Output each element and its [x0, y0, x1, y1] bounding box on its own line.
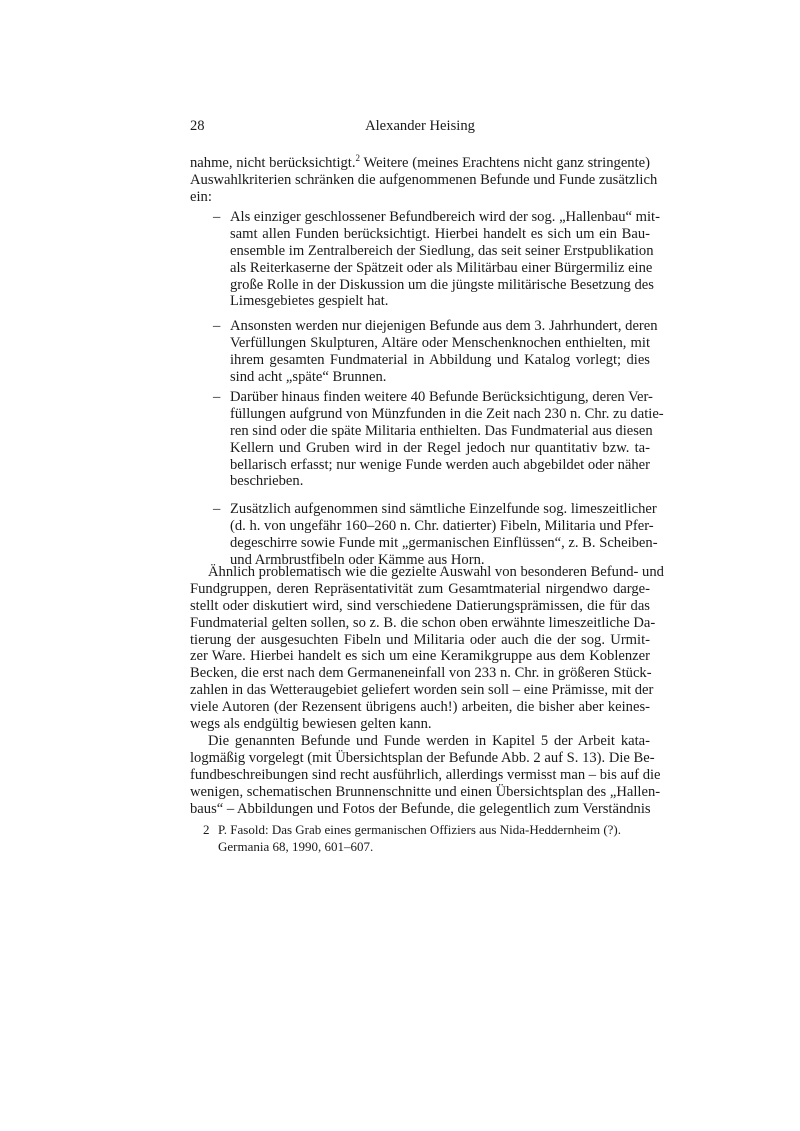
- text-line: samt allen Funden berücksichtigt. Hierbei handelt es sich um ein Bau-: [230, 225, 650, 242]
- text-line: wenigen, schematischen Brunnenschnitte und einen Übersichtsplan des „Hallen-: [190, 783, 661, 800]
- text-line: P. Fasold: Das Grab eines germanischen Offiziers aus Nida-Heddernheim (?).: [218, 822, 621, 837]
- text-line: Ansonsten werden nur diejenigen Befunde aus dem 3. Jahrhundert, deren: [230, 318, 658, 334]
- text-line: fundbeschreibungen sind recht ausführlich, allerdings vermisst man – bis auf die: [190, 766, 661, 783]
- text-line: und Armbrustfibeln oder Kämme aus Horn.: [230, 551, 485, 568]
- list-dash: –: [213, 209, 221, 225]
- text-line: Darüber hinaus finden weitere 40 Befunde Berücksichtigung, deren Ver-: [230, 389, 653, 405]
- list-dash: –: [213, 318, 221, 334]
- text-line: Fundgruppen, deren Repräsentativität zum Gesamtmaterial nirgendwo darge-: [190, 580, 650, 597]
- list-dash: –: [213, 389, 221, 405]
- footnote: [218, 821, 650, 855]
- list-item: [213, 501, 658, 569]
- text-line: viele Autoren (der Rezensent übrigens auch!) arbeiten, die bisher aber keines-: [190, 699, 650, 716]
- text-line: wegs als endgültig bewiesen gelten kann.: [190, 716, 432, 733]
- list-item: [213, 389, 664, 490]
- text-line: Becken, die erst nach dem Germaneneinfall von 233 n. Chr. in größeren Stück-: [190, 665, 652, 682]
- footnote-number: 2: [203, 822, 210, 837]
- text-line: Verfüllungen Skulpturen, Altäre oder Menschenknochen enthielten, mit: [230, 334, 650, 351]
- text-line: bellarisch erfasst; nur wenige Funde werden auch abgebildet oder näher: [230, 456, 650, 473]
- text-line: als Reiterkaserne der Spätzeit oder als Militärbau einer Bürgermiliz eine: [230, 259, 653, 276]
- text-line: beschrieben.: [230, 473, 304, 490]
- text-line: große Rolle in der Diskussion um die jüngste militärische Besetzung des: [230, 276, 654, 293]
- text-line: (d. h. von ungefähr 160–260 n. Chr. datierter) Fibeln, Militaria und Pfer-: [230, 517, 654, 534]
- text-line: ren sind oder die späte Militaria enthielten. Das Fundmaterial aus diesen: [230, 422, 653, 439]
- running-title: Alexander Heising: [365, 118, 475, 134]
- text-line: Zusätzlich aufgenommen sind sämtliche Einzelfunde sog. limeszeitlicher: [230, 501, 657, 517]
- text-line: ein:: [190, 188, 212, 205]
- text-line: ihrem gesamten Fundmaterial in Abbildung und Katalog vorlegt; dies: [230, 351, 650, 368]
- list-item: [213, 318, 658, 386]
- text-line: Als einziger geschlossener Befundbereich wird der sog. „Hallenbau“ mit-: [230, 209, 660, 225]
- list-item: [213, 209, 660, 310]
- text-line: degeschirre sowie Funde mit „germanischen Einflüssen“, z. B. Scheiben-: [230, 534, 658, 551]
- text-line: stellt oder diskutiert wird, sind verschiedene Datierungsprämissen, die für das: [190, 597, 650, 614]
- paragraph-intro: [190, 153, 658, 206]
- paragraph-dating: [190, 564, 664, 733]
- line-start: nahme, nicht berücksichtigt.: [190, 155, 356, 171]
- text-line: füllungen aufgrund von Münzfunden in die Zeit nach 230 n. Chr. zu datie-: [230, 405, 664, 422]
- list-dash: –: [213, 501, 221, 517]
- text-line: logmäßig vorgelegt (mit Übersichtsplan der Befunde Abb. 2 auf S. 13). Die Be-: [190, 749, 655, 766]
- text-line: baus“ – Abbildungen und Fotos der Befunde, die gelegentlich zum Verständnis: [190, 800, 651, 817]
- text-line: sind acht „späte“ Brunnen.: [230, 368, 387, 385]
- text-line: Germania 68, 1990, 601–607.: [218, 838, 374, 854]
- text-line: Kellern und Gruben wird in der Regel jedoch nur quantitativ bzw. ta-: [230, 439, 650, 456]
- text-line: Limesgebietes gespielt hat.: [230, 293, 389, 310]
- paragraph-catalogue: [190, 733, 661, 817]
- text-line: tierung der ausgesuchten Fibeln und Militaria oder auch die der sog. Urmit-: [190, 631, 650, 648]
- text-line: Fundmaterial gelten sollen, so z. B. die schon oben erwähnte limeszeitliche Da-: [190, 614, 656, 631]
- text-line: Ähnlich problematisch wie die gezielte Auswahl von besonderen Befund- und: [208, 564, 664, 580]
- text-line: zahlen in das Wetteraugebiet geliefert worden sein soll – eine Prämisse, mit der: [190, 682, 654, 699]
- text-line: Auswahlkriterien schränken die aufgenommenen Befunde und Funde zusätzlich: [190, 171, 658, 188]
- text-line: [190, 155, 650, 172]
- text-line: ensemble im Zentralbereich der Siedlung, das seit seiner Erstpublikation: [230, 242, 654, 259]
- text-line: zer Ware. Hierbei handelt es sich um eine Keramikgruppe aus dem Koblenzer: [190, 648, 650, 665]
- text-line: Die genannten Befunde und Funde werden in Kapitel 5 der Arbeit kata-: [208, 733, 650, 749]
- line-rest: Weitere (meines Erachtens nicht ganz stringente): [360, 155, 650, 171]
- footnote-ref[interactable]: 2: [355, 153, 361, 163]
- page-number: 28: [190, 118, 205, 134]
